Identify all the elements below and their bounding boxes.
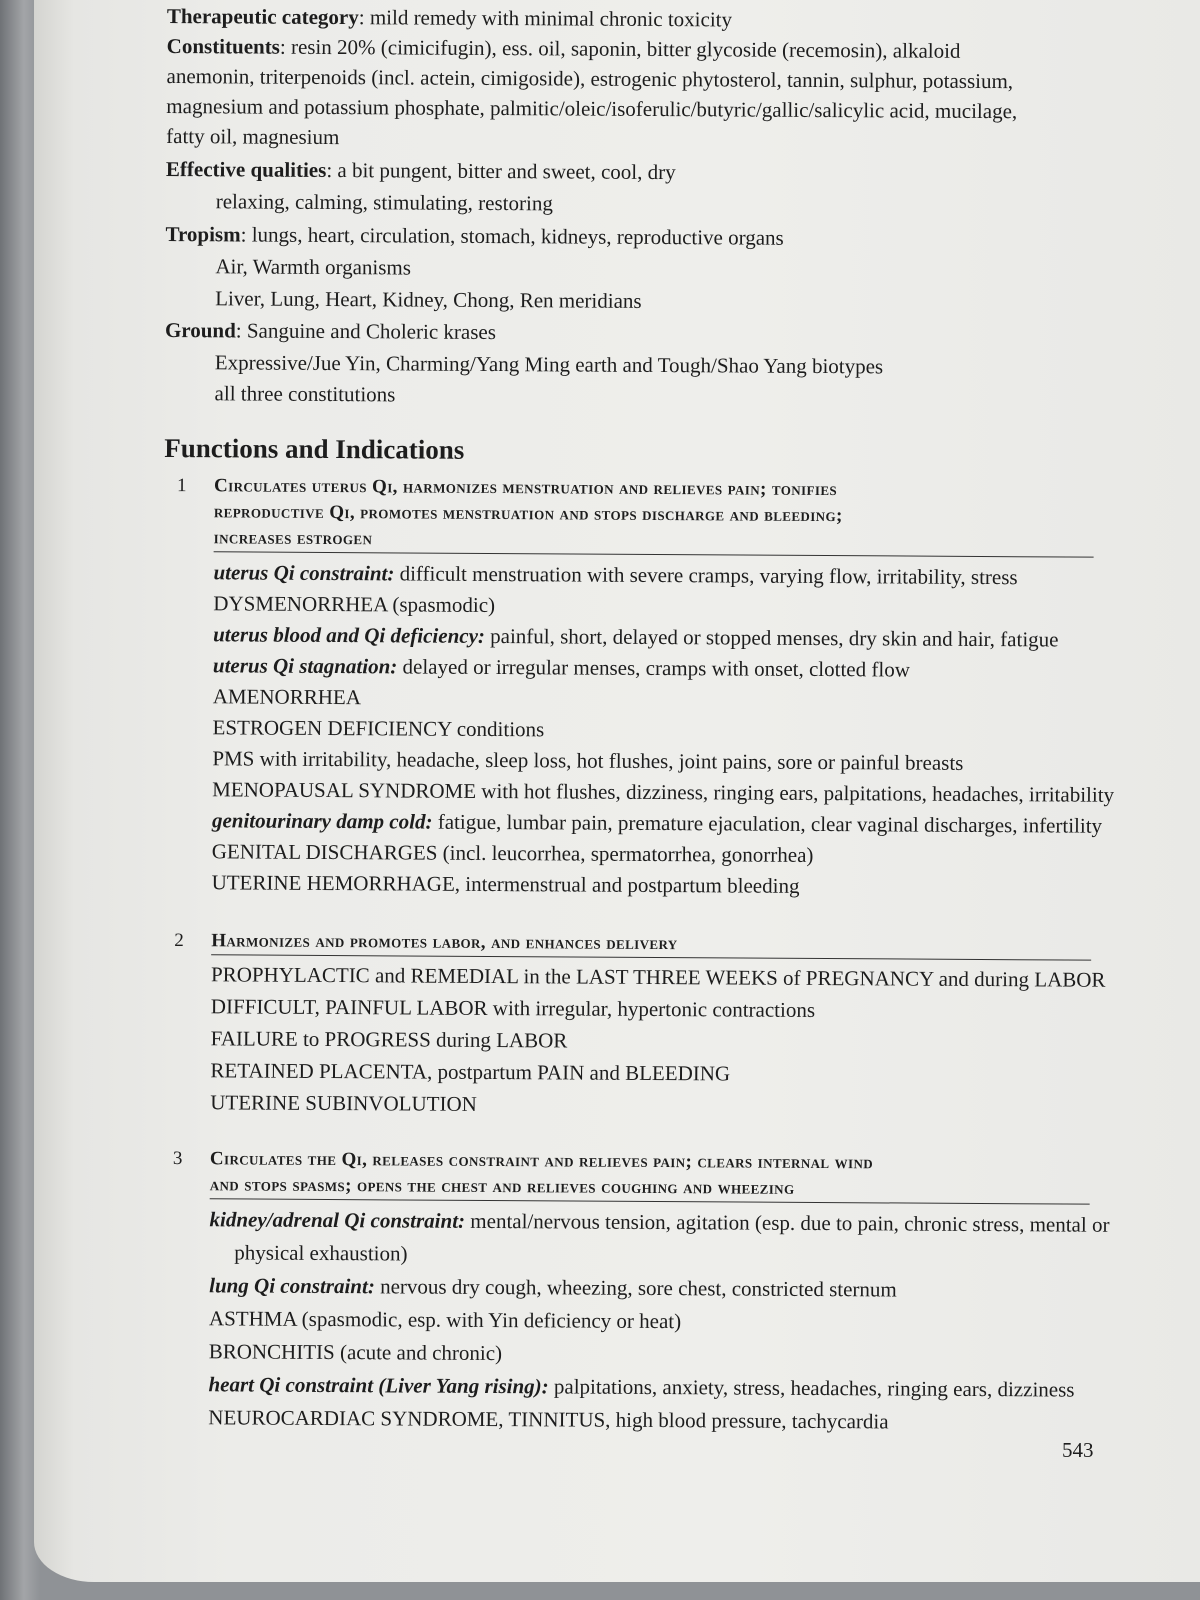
effective-qualities: Effective qualities: a bit pungent, bitter and sweet, cool, dry xyxy=(165,156,676,185)
indication-line: ESTROGEN DEFICIENCY conditions xyxy=(212,715,545,742)
book-page xyxy=(34,0,1200,1582)
item-number: 3 xyxy=(172,1148,183,1170)
indication-line: PROPHYLACTIC and REMEDIAL in the LAST THREE WEEKS of PREGNANCY and during LABOR xyxy=(210,962,1106,992)
indication-line: uterus blood and Qi deficiency: painful, short, delayed or stopped menses, dry skin and hair, fatigue xyxy=(213,622,1059,652)
function-heading-line: and stops spasms; opens the chest and relieves coughing and wheezing xyxy=(209,1174,795,1199)
indication-line: AMENORRHEA xyxy=(212,684,361,710)
effective-qualities-line-2: relaxing, calming, stimulating, restoring xyxy=(215,189,553,216)
indication-line: heart Qi constraint (Liver Yang rising): palpitations, anxiety, stress, headaches, ringing ears, dizziness xyxy=(208,1372,1075,1402)
indication-line: genitourinary damp cold: fatigue, lumbar pain, premature ejaculation, clear vaginal discharges, infertility xyxy=(211,808,1103,838)
tropism-line-2: Air, Warmth organisms xyxy=(215,254,412,280)
function-heading-line: reproductive Qi, promotes menstruation and stops discharge and bleeding; xyxy=(213,501,843,527)
indication-line: uterus Qi stagnation: delayed or irregular menses, cramps with onset, clotted flow xyxy=(212,653,910,682)
function-heading xyxy=(210,1146,1090,1203)
function-heading xyxy=(214,473,1094,556)
indication-line: GENITAL DISCHARGES (incl. leucorrhea, spermatorrhea, gonorrhea) xyxy=(211,839,814,867)
indication-line: kidney/adrenal Qi constraint: mental/nervous tension, agitation (esp. due to pain, chronic stress, mental or xyxy=(209,1207,1110,1237)
function-heading-line: Circulates the Qi, releases constraint and relieves pain; clears internal wind xyxy=(209,1148,874,1174)
indication-line: DYSMENORRHEA (spasmodic) xyxy=(213,591,496,618)
section-title: Functions and Indications xyxy=(164,432,465,465)
page-number: 543 xyxy=(1062,1438,1094,1462)
indication-line: ASTHMA (spasmodic, esp. with Yin deficiency or heat) xyxy=(208,1306,682,1334)
ground: Ground: Sanguine and Choleric krases xyxy=(164,317,496,345)
indication-line: NEUROCARDIAC SYNDROME, TINNITUS, high blood pressure, tachycardia xyxy=(208,1405,889,1434)
constituents-line-1: Constituents: resin 20% (cimicifugin), ess. oil, saponin, bitter glycoside (recemosin), alkaloid xyxy=(166,33,961,63)
ground-line-3: all three constitutions xyxy=(214,381,396,407)
item-number: 2 xyxy=(174,930,184,952)
constituents-line-2: anemonin, triterpenoids (incl. actein, cimigoside), estrogenic phytosterol, tannin, sulphur, potassium, xyxy=(166,63,1014,94)
tropism-line-3: Liver, Lung, Heart, Kidney, Chong, Ren meridians xyxy=(215,286,642,313)
page-content xyxy=(164,0,1117,1434)
tropism: Tropism: lungs, heart, circulation, stomach, kidneys, reproductive organs xyxy=(165,221,784,250)
indication-line: UTERINE HEMORRHAGE, intermenstrual and postpartum bleeding xyxy=(211,870,800,898)
constituents-line-3: magnesium and potassium phosphate, palmitic/oleic/isoferulic/butyric/gallic/salicylic acid, mucilage, xyxy=(166,93,1018,124)
indication-line: UTERINE SUBINVOLUTION xyxy=(210,1090,477,1116)
indication-line: physical exhaustion) xyxy=(234,1240,408,1266)
indication-line: RETAINED PLACENTA, postpartum PAIN and BLEEDING xyxy=(210,1058,731,1086)
ground-line-2: Expressive/Jue Yin, Charming/Yang Ming earth and Tough/Shao Yang biotypes xyxy=(214,350,884,379)
indication-line: MENOPAUSAL SYNDROME with hot flushes, dizziness, ringing ears, palpitations, headaches, irritability xyxy=(212,777,1115,807)
therapeutic-category: Therapeutic category: mild remedy with minimal chronic toxicity xyxy=(166,3,733,32)
function-heading-line: Harmonizes and promotes labor, and enhances delivery xyxy=(211,930,678,955)
indication-line: uterus Qi constraint: difficult menstruation with severe cramps, varying flow, irritability, stress xyxy=(213,560,1018,590)
indication-line: BRONCHITIS (acute and chronic) xyxy=(208,1339,503,1366)
function-heading-line: Circulates uterus Qi, harmonizes menstruation and relieves pain; tonifies xyxy=(213,475,838,501)
indication-line: PMS with irritability, headache, sleep loss, hot flushes, joint pains, sore or painful breasts xyxy=(212,746,964,775)
item-number: 1 xyxy=(176,475,187,497)
indication-line: DIFFICULT, PAINFUL LABOR with irregular, hypertonic contractions xyxy=(210,994,816,1022)
indication-line: FAILURE to PROGRESS during LABOR xyxy=(210,1026,568,1053)
function-heading-line: increases estrogen xyxy=(213,527,373,550)
constituents-line-4: fatty oil, magnesium xyxy=(166,123,340,150)
indication-line: lung Qi constraint: nervous dry cough, wheezing, sore chest, constricted sternum xyxy=(209,1273,897,1302)
